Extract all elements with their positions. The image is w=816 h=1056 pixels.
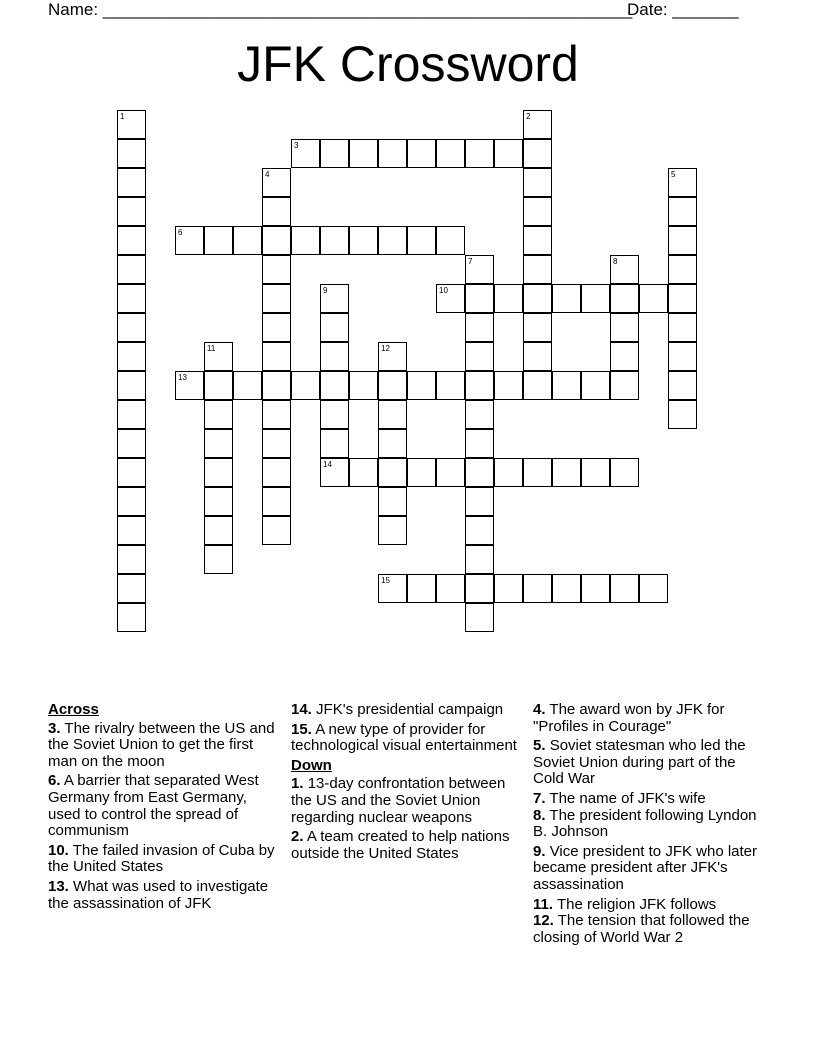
grid-cell[interactable] (233, 371, 262, 400)
cell-number: 1 (120, 112, 125, 121)
clue-down-9 (533, 844, 763, 894)
grid-cell[interactable] (436, 139, 465, 168)
clue-text: The religion JFK follows (556, 895, 717, 913)
grid-cell[interactable] (523, 197, 552, 226)
grid-cell[interactable] (668, 342, 697, 371)
cell-number: 13 (178, 373, 187, 382)
grid-cell[interactable] (465, 139, 494, 168)
clue-text: The failed invasion of Cuba by the United States (48, 841, 275, 876)
grid-cell[interactable] (465, 313, 494, 342)
grid-cell[interactable] (378, 574, 407, 603)
grid-cell[interactable] (465, 342, 494, 371)
grid-cell[interactable] (610, 342, 639, 371)
grid-cell[interactable] (262, 371, 291, 400)
grid-cell[interactable] (465, 429, 494, 458)
clue-text: Soviet statesman who led the Soviet Union during part of the Cold War (533, 737, 746, 788)
grid-cell[interactable] (552, 284, 581, 313)
grid-cell[interactable] (117, 545, 146, 574)
grid-cell[interactable] (320, 371, 349, 400)
grid-cell[interactable] (407, 371, 436, 400)
grid-cell[interactable] (204, 429, 233, 458)
grid-cell[interactable] (117, 400, 146, 429)
grid-cell[interactable] (204, 545, 233, 574)
grid-cell[interactable] (320, 400, 349, 429)
grid-cell[interactable] (581, 284, 610, 313)
clue-number: 4. (533, 701, 546, 718)
clue-text: The president following Lyndon B. Johnson (533, 806, 757, 841)
grid-cell[interactable] (262, 284, 291, 313)
grid-cell[interactable] (349, 458, 378, 487)
cell-number: 10 (439, 286, 448, 295)
grid-cell[interactable] (465, 458, 494, 487)
clue-number: 11. (533, 895, 554, 913)
grid-cell[interactable] (436, 284, 465, 313)
grid-cell[interactable] (378, 400, 407, 429)
grid-cell[interactable] (523, 139, 552, 168)
name-line[interactable]: Name: ________________________________________________________ (48, 0, 633, 19)
grid-cell[interactable] (349, 226, 378, 255)
grid-cell[interactable] (494, 139, 523, 168)
clue-text: A new type of provider for technological visual entertainment (291, 720, 517, 755)
grid-cell[interactable] (552, 458, 581, 487)
cell-number: 11 (207, 344, 216, 353)
grid-cell[interactable] (117, 284, 146, 313)
grid-cell[interactable] (117, 371, 146, 400)
grid-cell[interactable] (378, 139, 407, 168)
grid-cell[interactable] (407, 458, 436, 487)
grid-cell[interactable] (117, 603, 146, 632)
grid-cell[interactable] (378, 516, 407, 545)
clue-number: 6. (48, 772, 61, 790)
clue-number: 3. (48, 719, 61, 737)
grid-cell[interactable] (407, 574, 436, 603)
grid-cell[interactable] (204, 342, 233, 371)
grid-cell[interactable] (117, 429, 146, 458)
grid-cell[interactable] (117, 226, 146, 255)
grid-cell[interactable] (494, 458, 523, 487)
grid-cell[interactable] (378, 458, 407, 487)
grid-cell[interactable] (117, 574, 146, 603)
grid-cell[interactable] (204, 487, 233, 516)
clue-number: 10. (48, 841, 69, 859)
grid-cell[interactable] (378, 226, 407, 255)
clue-down-12 (533, 913, 763, 946)
grid-cell[interactable] (523, 458, 552, 487)
clue-text: JFK's presidential campaign (316, 701, 504, 718)
grid-cell[interactable] (610, 255, 639, 284)
grid-cell[interactable] (581, 371, 610, 400)
grid-cell[interactable] (262, 197, 291, 226)
across-heading: Across (48, 701, 99, 718)
clue-number: 7. (533, 789, 546, 807)
grid-cell[interactable] (494, 371, 523, 400)
grid-cell[interactable] (320, 429, 349, 458)
clue-number: 12. (533, 912, 554, 930)
grid-cell[interactable] (523, 342, 552, 371)
grid-cell[interactable] (291, 226, 320, 255)
grid-cell[interactable] (204, 400, 233, 429)
grid-cell[interactable] (262, 429, 291, 458)
grid-cell[interactable] (320, 313, 349, 342)
grid-cell[interactable] (262, 487, 291, 516)
grid-cell[interactable] (117, 516, 146, 545)
grid-cell[interactable] (465, 603, 494, 632)
cell-number: 7 (468, 257, 473, 266)
grid-cell[interactable] (494, 284, 523, 313)
grid-cell[interactable] (320, 458, 349, 487)
cell-number: 14 (323, 460, 332, 469)
grid-cell[interactable] (465, 400, 494, 429)
grid-cell[interactable] (465, 545, 494, 574)
grid-cell[interactable] (610, 458, 639, 487)
grid-cell[interactable] (262, 168, 291, 197)
grid-cell[interactable] (668, 255, 697, 284)
grid-cell[interactable] (407, 226, 436, 255)
cell-number: 12 (381, 344, 390, 353)
grid-cell[interactable] (204, 371, 233, 400)
grid-cell[interactable] (117, 313, 146, 342)
grid-cell[interactable] (204, 458, 233, 487)
clue-number: 15. (291, 720, 312, 738)
grid-cell[interactable] (320, 342, 349, 371)
clue-text: A barrier that separated West Germany from East Germany, used to control the spread of communism (48, 772, 259, 840)
grid-cell[interactable] (262, 313, 291, 342)
grid-cell[interactable] (610, 284, 639, 313)
grid-cell[interactable] (378, 487, 407, 516)
clue-down-4 (533, 702, 763, 735)
cell-number: 5 (671, 170, 676, 179)
grid-cell[interactable] (581, 458, 610, 487)
grid-cell[interactable] (262, 342, 291, 371)
grid-cell[interactable] (378, 342, 407, 371)
grid-cell[interactable] (291, 139, 320, 168)
grid-cell[interactable] (349, 371, 378, 400)
grid-cell[interactable] (668, 197, 697, 226)
grid-cell[interactable] (117, 255, 146, 284)
clue-column-3 (533, 702, 763, 949)
grid-cell[interactable] (436, 371, 465, 400)
clue-down-1 (291, 776, 521, 826)
clue-text: The rivalry between the US and the Soviet Union to get the first man on the moon (48, 719, 275, 770)
clue-down-11 (533, 897, 763, 914)
grid-cell[interactable] (610, 313, 639, 342)
clue-column-2 (291, 702, 521, 865)
grid-cell[interactable] (436, 458, 465, 487)
clue-down-5 (533, 738, 763, 788)
grid-cell[interactable] (320, 139, 349, 168)
cell-number: 3 (294, 141, 299, 150)
clue-down-8 (533, 808, 763, 841)
cell-number: 4 (265, 170, 270, 179)
clue-text: The tension that followed the closing of World War 2 (533, 912, 750, 946)
cell-number: 2 (526, 112, 531, 121)
grid-cell[interactable] (668, 400, 697, 429)
grid-cell[interactable] (523, 110, 552, 139)
grid-cell[interactable] (523, 313, 552, 342)
cell-number: 9 (323, 286, 328, 295)
grid-cell[interactable] (465, 487, 494, 516)
clue-across-3 (48, 721, 278, 771)
grid-cell[interactable] (117, 110, 146, 139)
cell-number: 8 (613, 257, 618, 266)
clue-text: The award won by JFK for "Profiles in Courage" (533, 701, 725, 735)
grid-cell[interactable] (117, 342, 146, 371)
cell-number: 15 (381, 576, 390, 585)
grid-cell[interactable] (465, 284, 494, 313)
grid-cell[interactable] (523, 226, 552, 255)
cell-number: 6 (178, 228, 183, 237)
grid-cell[interactable] (552, 371, 581, 400)
clue-down-7 (533, 791, 763, 808)
grid-cell[interactable] (639, 574, 668, 603)
clue-number: 8. (533, 806, 546, 824)
grid-cell[interactable] (117, 168, 146, 197)
clue-number: 14. (291, 701, 312, 718)
clue-number: 2. (291, 828, 304, 846)
grid-cell[interactable] (262, 400, 291, 429)
grid-cell[interactable] (378, 429, 407, 458)
grid-cell[interactable] (436, 574, 465, 603)
clue-across-14 (291, 702, 521, 719)
clue-across-13 (48, 879, 278, 912)
grid-cell[interactable] (465, 574, 494, 603)
down-heading: Down (291, 756, 332, 774)
grid-cell[interactable] (204, 226, 233, 255)
grid-cell[interactable] (523, 255, 552, 284)
grid-cell[interactable] (262, 516, 291, 545)
grid-cell[interactable] (262, 255, 291, 284)
grid-cell[interactable] (523, 168, 552, 197)
clue-down-2 (291, 829, 521, 862)
grid-cell[interactable] (668, 371, 697, 400)
grid-cell[interactable] (668, 284, 697, 313)
grid-cell[interactable] (465, 255, 494, 284)
grid-cell[interactable] (320, 226, 349, 255)
grid-cell[interactable] (233, 226, 262, 255)
grid-cell[interactable] (581, 574, 610, 603)
clue-text: 13-day confrontation between the US and the Soviet Union regarding nuclear weapons (291, 775, 506, 826)
grid-cell[interactable] (668, 168, 697, 197)
grid-cell[interactable] (552, 574, 581, 603)
grid-cell[interactable] (320, 284, 349, 313)
grid-cell[interactable] (291, 371, 320, 400)
grid-cell[interactable] (668, 313, 697, 342)
grid-cell[interactable] (523, 284, 552, 313)
clue-across-10 (48, 843, 278, 876)
clue-across-15 (291, 722, 521, 755)
grid-cell[interactable] (465, 516, 494, 545)
grid-cell[interactable] (523, 574, 552, 603)
grid-cell[interactable] (349, 139, 378, 168)
grid-cell[interactable] (668, 226, 697, 255)
grid-cell[interactable] (407, 139, 436, 168)
grid-cell[interactable] (465, 371, 494, 400)
clue-number: 13. (48, 877, 69, 895)
grid-cell[interactable] (494, 574, 523, 603)
grid-cell[interactable] (175, 371, 204, 400)
clue-text: The name of JFK's wife (549, 789, 706, 807)
grid-cell[interactable] (262, 458, 291, 487)
grid-cell[interactable] (117, 139, 146, 168)
clue-text: A team created to help nations outside the United States (291, 828, 510, 862)
clue-number: 9. (533, 842, 546, 860)
clue-number: 1. (291, 775, 304, 793)
clue-number: 5. (533, 737, 546, 755)
date-line[interactable]: Date: _______ (627, 0, 739, 19)
clue-across-6 (48, 773, 278, 839)
grid-cell[interactable] (175, 226, 204, 255)
grid-cell[interactable] (523, 371, 552, 400)
grid-cell[interactable] (639, 284, 668, 313)
clue-text: Vice president to JFK who later became president after JFK's assassination (533, 842, 758, 893)
grid-cell[interactable] (117, 197, 146, 226)
grid-cell[interactable] (378, 371, 407, 400)
grid-cell[interactable] (262, 226, 291, 255)
grid-cell[interactable] (610, 574, 639, 603)
grid-cell[interactable] (610, 371, 639, 400)
grid-cell[interactable] (117, 487, 146, 516)
grid-cell[interactable] (436, 226, 465, 255)
page-title: JFK Crossword (237, 36, 579, 92)
clue-column-1 (48, 702, 278, 915)
grid-cell[interactable] (117, 458, 146, 487)
clue-text: What was used to investigate the assassination of JFK (48, 877, 269, 912)
grid-cell[interactable] (204, 516, 233, 545)
